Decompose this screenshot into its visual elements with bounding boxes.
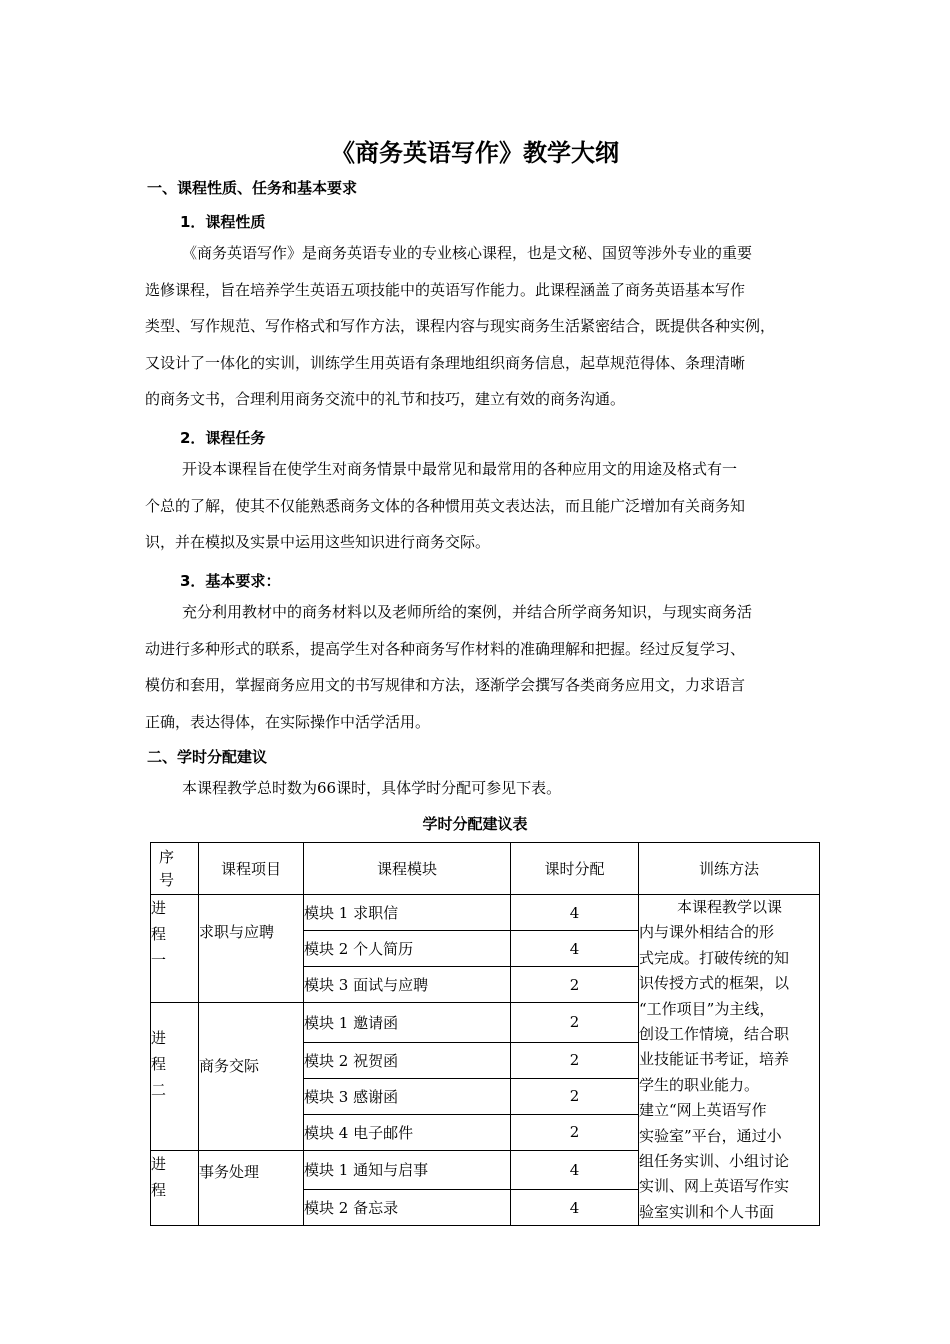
paragraph-line: 正确，表达得体，在实际操作中活学活用。 <box>145 712 431 731</box>
section-2-heading: 二、学时分配建议 <box>147 748 268 766</box>
paragraph-line: 动进行多种形式的联系，提高学生对各种商务写作材料的准确理解和把握。经过反复学习、 <box>145 639 746 658</box>
table-header-row <box>151 843 820 895</box>
table-row <box>151 895 820 931</box>
header-method: 训练方法 <box>639 843 820 895</box>
hours-cell: 4 <box>511 895 639 931</box>
module-cell: 模块 2 个人简历 <box>304 931 511 967</box>
subsection-task-heading: 2．课程任务 <box>180 429 266 447</box>
header-seq: 序 号 <box>151 843 199 895</box>
hours-cell: 2 <box>511 1042 639 1078</box>
module-cell: 模块 1 通知与启事 <box>304 1150 511 1190</box>
paragraph-line: 又设计了一体化的实训，训练学生用英语有条理地组织商务信息，起草规范得体、条理清晰 <box>145 353 746 372</box>
course-task-paragraph <box>145 451 811 561</box>
project-business-communication: 商务交际 <box>199 1003 304 1151</box>
project-job-application: 求职与应聘 <box>199 895 304 1003</box>
header-project: 课程项目 <box>199 843 304 895</box>
paragraph-line: 的商务文书，合理利用商务交流中的礼节和技巧，建立有效的商务沟通。 <box>145 390 626 408</box>
project-business-affairs: 事务处理 <box>199 1150 304 1226</box>
module-cell: 模块 4 电子邮件 <box>304 1114 511 1150</box>
paragraph-line: 开设本课程旨在使学生对商务情景中最常见和最常用的各种应用文的用途及格式有一 <box>182 460 738 478</box>
hours-cell: 2 <box>511 967 639 1003</box>
module-cell: 模块 2 祝贺函 <box>304 1042 511 1078</box>
stage-3-cell: 进 程 <box>151 1150 199 1226</box>
paragraph-line: 类型、写作规范、写作格式和写作方法，课程内容与现实商务生活紧密结合，既提供各种实例， <box>145 317 776 335</box>
hours-cell: 4 <box>511 931 639 967</box>
hours-cell: 4 <box>511 1150 639 1190</box>
header-hours: 课时分配 <box>511 843 639 895</box>
hours-intro-paragraph: 本课程教学总时数为66课时，具体学时分配可参见下表。 <box>182 779 562 797</box>
module-cell: 模块 2 备忘录 <box>304 1190 511 1226</box>
stage-1-cell: 进 程 一 <box>151 895 199 1003</box>
course-nature-paragraph <box>145 235 811 418</box>
paragraph-line: 充分利用教材中的商务材料以及老师所给的案例，并结合所学商务知识，与现实商务活 <box>182 603 753 621</box>
module-cell: 模块 3 感谢函 <box>304 1078 511 1114</box>
subsection-nature-heading: 1．课程性质 <box>180 213 266 231</box>
paragraph-line: 模仿和套用，掌握商务应用文的书写规律和方法，逐渐学会撰写各类商务应用文，力求语言 <box>145 676 746 694</box>
paragraph-line: 个总的了解，使其不仅能熟悉商务文体的各种惯用英文表达法，而且能广泛增加有关商务知 <box>145 496 746 515</box>
paragraph-line: 《商务英语写作》是商务英语专业的专业核心课程，也是文秘、国贸等涉外专业的重要 <box>182 244 753 262</box>
header-module: 课程模块 <box>304 843 511 895</box>
requirements-paragraph <box>145 594 811 740</box>
hours-cell: 2 <box>511 1003 639 1043</box>
section-1-heading: 一、课程性质、任务和基本要求 <box>147 179 358 197</box>
module-cell: 模块 1 邀请函 <box>304 1003 511 1043</box>
hours-cell: 2 <box>511 1078 639 1114</box>
paragraph-line: 识，并在模拟及实景中运用这些知识进行商务交际。 <box>145 533 491 551</box>
module-cell: 模块 3 面试与应聘 <box>304 967 511 1003</box>
subsection-requirements-heading: 3．基本要求： <box>180 572 281 590</box>
module-cell: 模块 1 求职信 <box>304 895 511 931</box>
stage-2-cell: 进 程 二 <box>151 1003 199 1151</box>
hours-allocation-table <box>150 842 820 1226</box>
paragraph-line: 选修课程，旨在培养学生英语五项技能中的英语写作能力。此课程涵盖了商务英语基本写作 <box>145 280 746 299</box>
training-method-cell: 本课程教学以课 内与课外相结合的形 式完成。打破传统的知 识传授方式的框架，以 “工作项目”为主线， 创设工作情境，结合职 业技能证书考证，培养 学生的职业能力。 建立“网上英语写作 实验室”平台，通过小 组任务实训、小组讨论 实训、网上英语写作实 验室实训和个人书面 <box>639 895 820 1226</box>
hours-cell: 2 <box>511 1114 639 1150</box>
document-title: 《商务英语写作》教学大纲 <box>331 139 619 167</box>
table-caption: 学时分配建议表 <box>422 815 528 833</box>
hours-cell: 4 <box>511 1190 639 1226</box>
